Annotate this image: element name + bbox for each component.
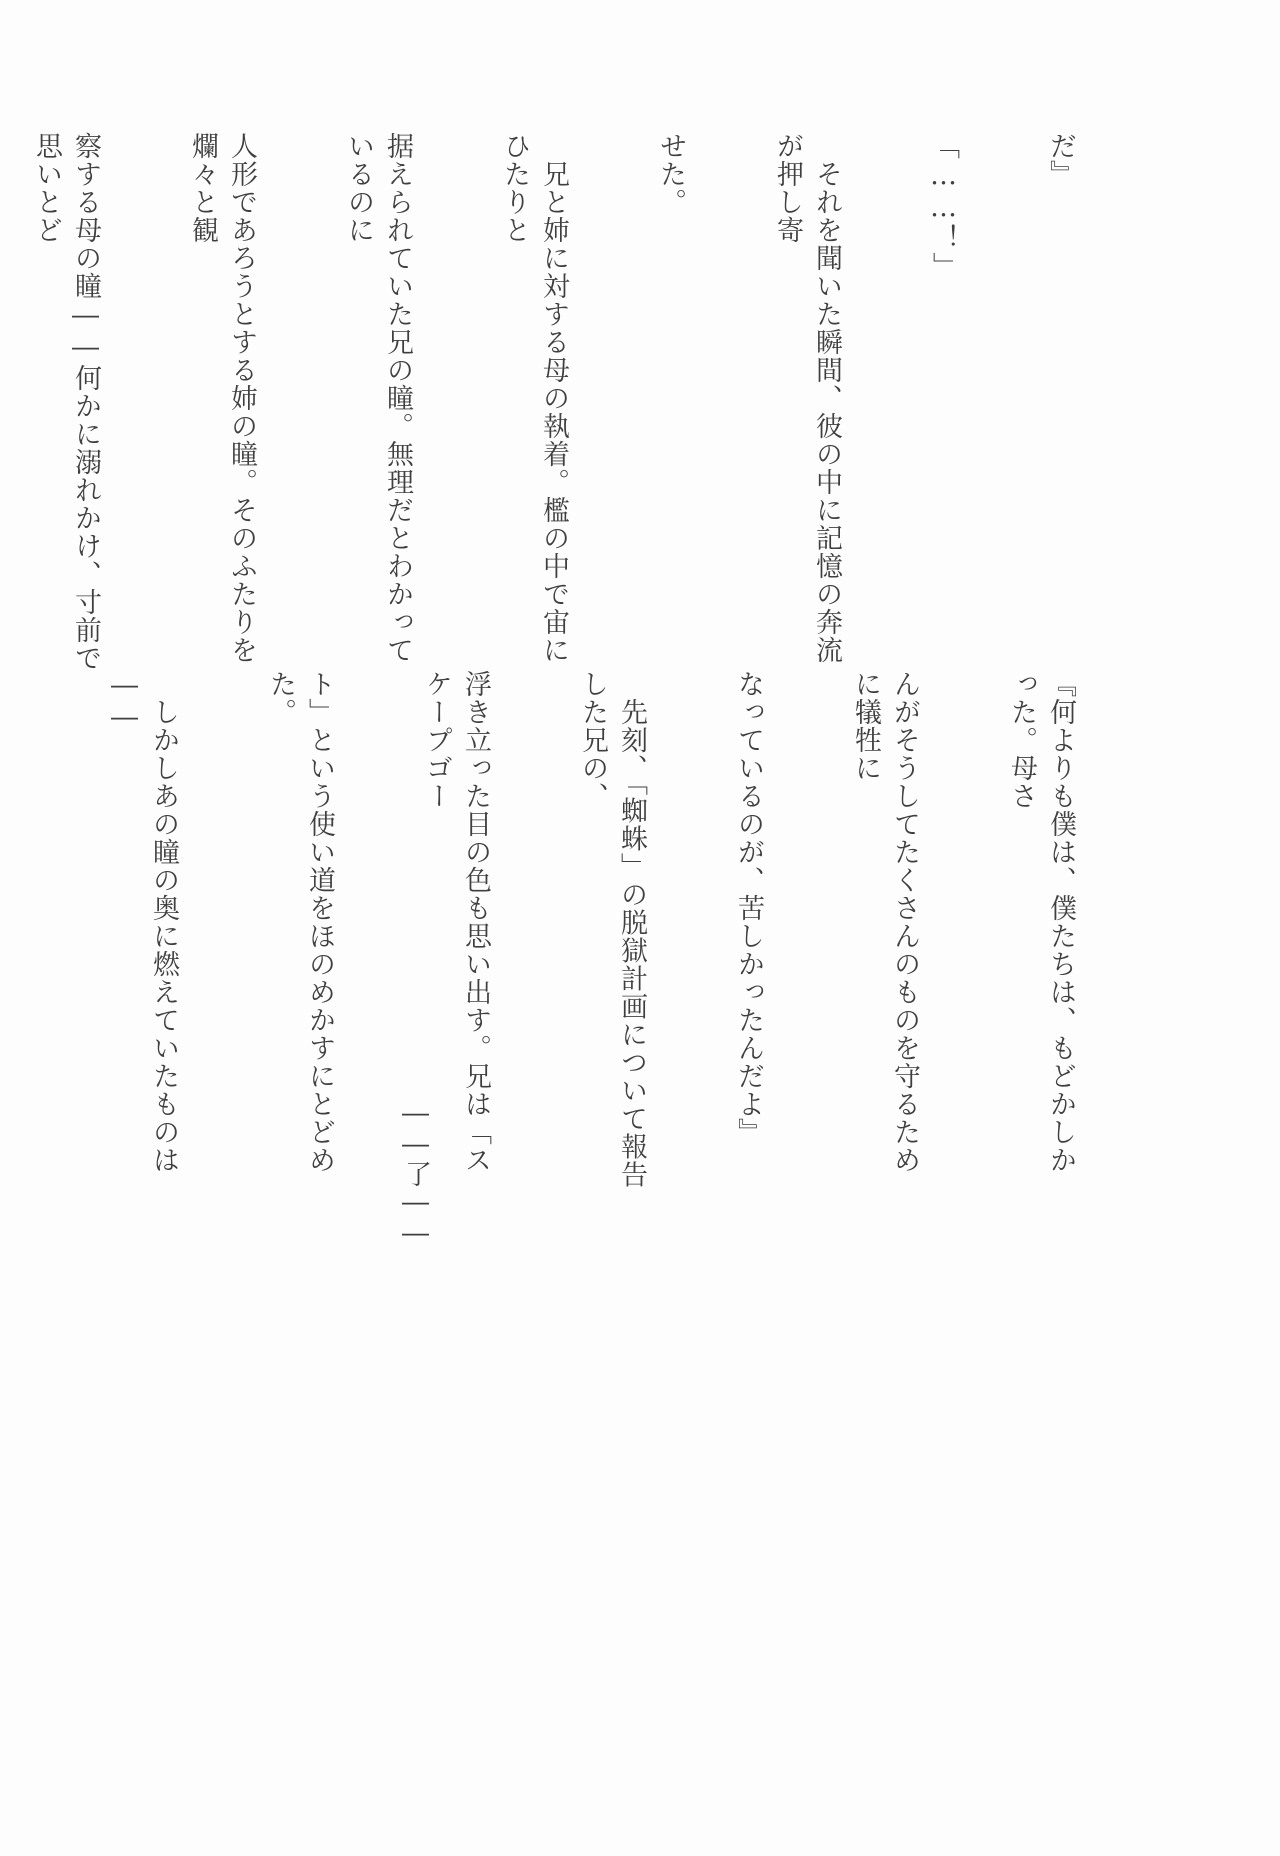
text-line: んがそうしてたくさんのものを守るために犠牲に: [850, 670, 920, 1174]
text-line: ト」という使い道をほのめかすにとどめた。: [265, 670, 335, 1174]
text-line: 「……！」: [928, 132, 959, 280]
upper-text-block: [31, 132, 1158, 672]
text-line: しかしあの瞳の奥に燃えていたものは――: [109, 670, 179, 1174]
text-line: それを聞いた瞬間、彼の中に記憶の奔流が押し寄: [772, 132, 842, 664]
blank-line: [0, 670, 27, 1190]
text-line: 先刻、「蜘蛛」の脱獄計画について報告した兄の、: [577, 670, 647, 1189]
lower-text-block: [109, 670, 1158, 1190]
text-line: 兄と姉に対する母の執着。檻の中で宙にひたりと: [499, 132, 569, 664]
text-line: 『何よりも僕は、僕たちは、もどかしかった。母さ: [1006, 670, 1076, 1174]
end-mark: ――了――: [400, 1098, 431, 1249]
text-line: 察する母の瞳――何かに溺れかけ、寸前で思いとど: [31, 132, 101, 672]
text-line: せた。: [655, 132, 686, 216]
text-line: 据えられていた兄の瞳。無理だとわかっているのに: [343, 132, 413, 664]
text-line: 人形であろうとする姉の瞳。そのふたりを爛々と観: [187, 132, 257, 664]
text-line: だ』: [1045, 132, 1076, 188]
text-line: 浮き立った目の色も思い出す。兄は「スケープゴー: [421, 670, 491, 1174]
text-line: なっているのが、苦しかったんだよ』: [733, 670, 764, 1146]
